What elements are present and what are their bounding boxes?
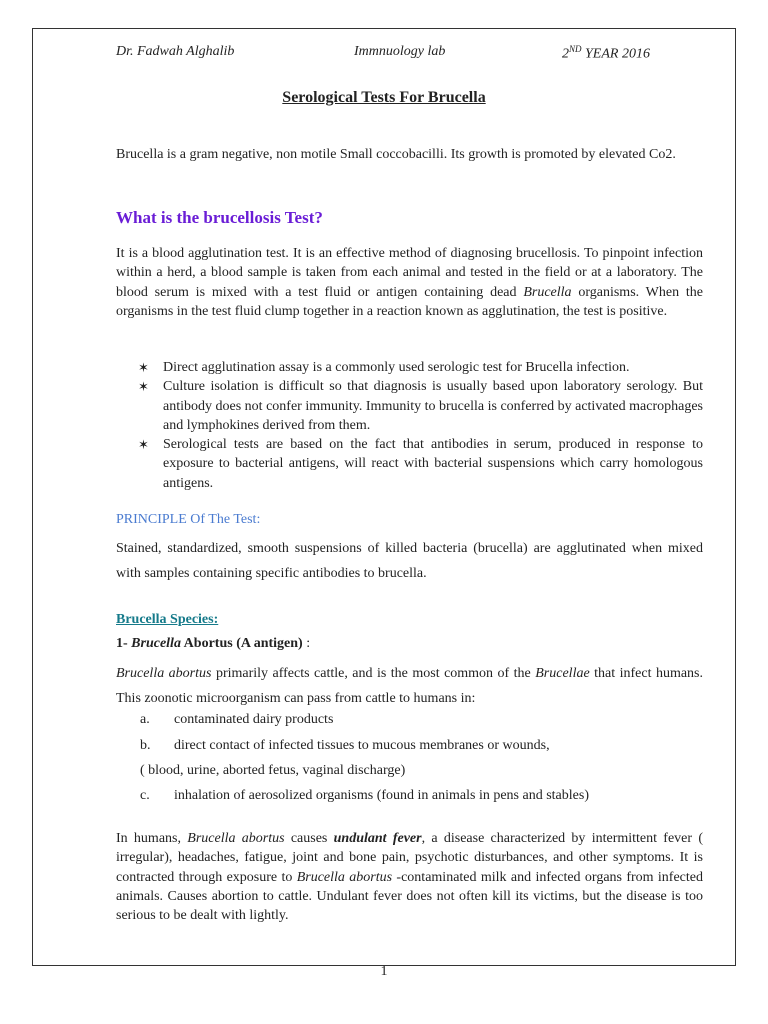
italic-brucella-abortus: Brucella abortus (187, 831, 285, 846)
star-bullet-icon: ✶ (138, 437, 149, 453)
species-heading: Brucella Species: (116, 612, 219, 627)
bullet-text: Serological tests are based on the fact that antibodies in serum, produced in response to exposure to bacterial antigens, will react with bacterial suspensions which carry homologous antigens. (163, 437, 703, 491)
list-text: contaminated dairy products (174, 712, 334, 727)
list-text: inhalation of aerosolized organisms (found in animals in pens and stables) (174, 788, 589, 803)
star-bullet-icon: ✶ (138, 379, 149, 395)
bullet-item (138, 435, 703, 493)
principle-heading: PRINCIPLE Of The Test: (116, 512, 261, 527)
abortus-paragraph (116, 661, 703, 711)
p1-text-2: that infect humans. This zoonotic microorganism can pass from cattle to humans in: (116, 666, 703, 706)
year-number: 2 (562, 46, 569, 62)
italic-brucellae: Brucellae (535, 666, 590, 681)
year-superscript: ND (569, 44, 582, 54)
sub-bold-abortus: Abortus (A antigen) (180, 636, 303, 651)
list-marker: b. (140, 738, 151, 753)
bullet-text: Culture isolation is difficult so that diagnosis is usually based upon laboratory serology. But antibody does not confer immunity. Immunity to brucella is conferred by activated macrophages and lymphokines derived from them. (163, 379, 703, 433)
p2-text-1: In humans, (116, 831, 188, 846)
undulant-fever-paragraph (116, 829, 703, 925)
bold-italic-undulant-fever: undulant fever (333, 831, 422, 846)
bullet-text: Direct agglutination assay is a commonly used serologic test for Brucella infection. (163, 360, 630, 375)
sub-italic-brucella: Brucella (131, 636, 181, 651)
para-italic-brucella: Brucella (523, 284, 572, 300)
list-item (140, 763, 405, 779)
bullet-item (138, 358, 703, 377)
list-item (140, 738, 550, 754)
brucellosis-test-heading: What is the brucellosis Test? (116, 208, 323, 227)
list-item (140, 712, 333, 728)
brucellosis-test-paragraph (116, 244, 703, 321)
bullet-item (138, 377, 703, 435)
list-marker: a. (140, 712, 150, 727)
year-rest: YEAR 2016 (581, 46, 650, 62)
page-number: 1 (380, 964, 388, 979)
list-marker: c. (140, 788, 150, 803)
italic-brucella-abortus: Brucella abortus (116, 666, 212, 681)
list-text: direct contact of infected tissues to mucous membranes or wounds, (174, 738, 550, 753)
p2-text-4: -contaminated milk and infected organs from infected animals. Causes abortion to cattle. Undulant fever does not often kill its victims, but the disease is too serious to be dealt with lightly. (116, 869, 703, 924)
sub-tail: : (302, 636, 311, 651)
page-border (32, 28, 736, 966)
header-author: Dr. Fadwah Alghalib (116, 44, 235, 59)
species-subheading (116, 636, 310, 652)
p1-text-1: primarily affects cattle, and is the most common of the (211, 666, 536, 681)
para-text-a: It is a blood agglutination test. It is an effective method of diagnosing brucellosis. To pinpoint infection within a herd, a blood sample is taken from each animal and tested in the field or at a laboratory. The blood serum is mixed with a test fluid or antigen containing dead (116, 246, 703, 300)
star-bullet-icon: ✶ (138, 360, 149, 375)
intro-paragraph: Brucella is a gram negative, non motile Small coccobacilli. Its growth is promoted by elevated Co2. (116, 147, 676, 162)
p2-text-3: , a disease characterized by intermittent fever ( irregular), headaches, fatigue, joint and bone pain, psychotic disturbances, and other symptoms. It is contracted through exposure to (116, 831, 703, 885)
para-text-b: organisms. When the organisms in the test fluid clump together in a reaction known as agglutination, the test is positive. (116, 284, 703, 319)
p2-text-2: causes (284, 831, 334, 846)
bullet-list (138, 358, 703, 493)
principle-paragraph: Stained, standardized, smooth suspensions of killed bacteria (brucella) are agglutinated when mixed with samples containing specific antibodies to brucella. (116, 541, 703, 581)
header-year (562, 44, 650, 63)
list-text: ( blood, urine, aborted fetus, vaginal discharge) (140, 763, 406, 778)
list-item (140, 788, 589, 804)
page-title: Serological Tests For Brucella (282, 89, 486, 106)
header-course: Immnuology lab (354, 44, 446, 59)
sub-number: 1- (116, 636, 128, 651)
italic-brucella-abortus: Brucella abortus (296, 869, 393, 885)
